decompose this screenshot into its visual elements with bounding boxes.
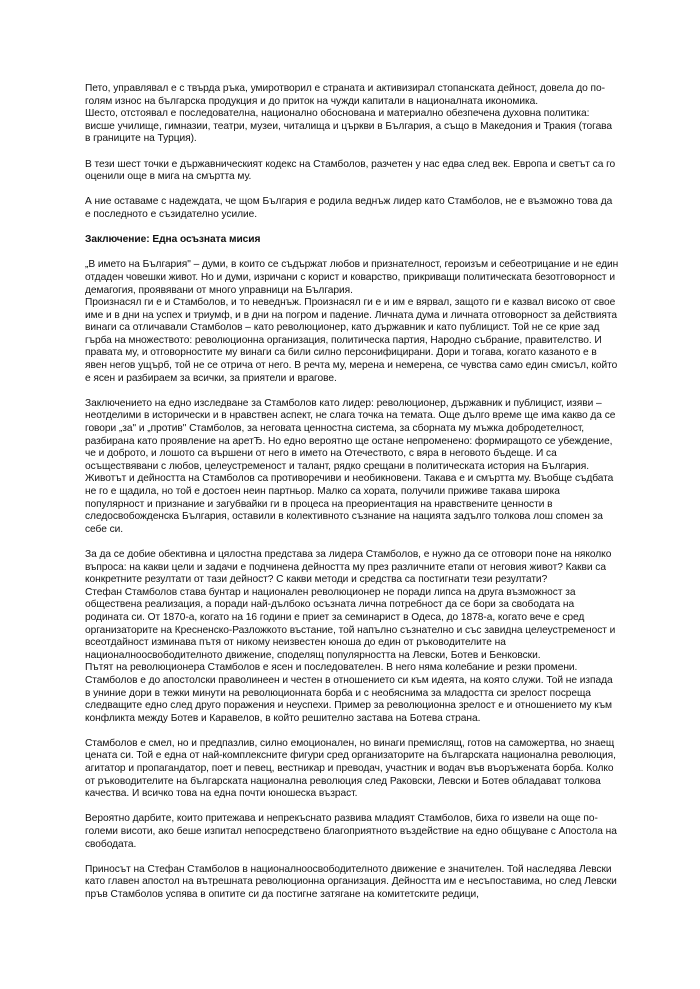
paragraph: Вероятно дарбите, които притежава и непрекъснато развива младият Стамболов, биха го извели на още по-големи висоти, ако беше изпитал непосредствено благоприятното въздействие на едно общуване с Апостола на свободата. <box>85 813 617 850</box>
paragraph-spacer <box>85 385 620 398</box>
paragraph: В тези шест точки е държавническият кодекс на Стамболов, разчетен у нас едва след век. Европа и светът са го оценили още в мига на смъртта му. <box>85 158 616 183</box>
paragraph-spacer <box>85 851 620 864</box>
paragraph: А ние оставаме с надеждата, че щом България е родила веднъж лидер като Стамболов, не е възможно това да е последното е съзидателно усилие. <box>85 196 613 220</box>
paragraph: Стефан Стамболов става бунтар и национален революционер не поради липса на друга възможност за обществена реализация, а поради най-дълбоко осъзната лична потребност да се бори за свободата на родината си. От 1870-а, когато на 16 години е приет за семинарист в Одеса, до 1878-а, когато вече е сред организаторите на Кресненско-Разложкото въстание, той напълно съзнателно и със завидна целеустременост и всеотдайност изминава пътя от никому неизвестен юноша до един от ръководителите на националноосвободителното движение, споделящ популярността на Левски, Ботев и Бенковски. <box>85 586 616 661</box>
section-heading: Заключение: Една осъзната мисия <box>85 234 261 246</box>
paragraph-spacer <box>85 222 620 235</box>
document-page <box>85 83 620 902</box>
paragraph: Произнасял ги е и Стамболов, и то неведнъж. Произнасял ги е и им е вярвал, защото ги е казвал високо от свое име и в дни на успех и триумф, и в дни на погром и падение. Личната дума и личната отговорност за действията винаги са отличавали Стамболов – като революционер, като държавник и като публицист. Той не се крие зад гърба на множеството: революционна организация, политическа партия, Народно събрание, правителство. И правата му, и отговорностите му винаги са били силно персонифицирани. Дори и тогава, когато казаното е в явен негов ущърб, той не се отрича от него. В речта му, мерена и немерена, се чувства само един смисъл, който е ясен и разбираем за всички, за приятели и врагове. <box>85 297 618 384</box>
paragraph-spacer <box>85 184 620 197</box>
paragraph-spacer <box>85 146 620 159</box>
paragraph: Шесто, отстоявал е последователна, национално обоснована и материално обезпечена духовна политика: висше училище, гимназии, театри, музеи, читалища и църкви в България, а също в Македония и Тракия (тогава в границите на Турция). <box>85 108 613 145</box>
paragraph: Пето, управлявал е с твърда ръка, умиротворил е страната и активизирал стопанската дейност, довела до по-голям износ на българска продукция и до приток на чужди капитали в националната икономика. <box>85 83 605 107</box>
paragraph-spacer <box>85 801 620 814</box>
paragraph: За да се добие обективна и цялостна представа за лидера Стамболов, е нужно да се отговори поне на няколко въпроса: на какви цели и задачи е подчинена дейността му през различните етапи от неговия живот? Какви са конкретните резултати от тази дейност? С какви методи и средства са постигнати тези резултати? <box>85 548 612 586</box>
paragraph: Пътят на революционера Стамболов е ясен и последователен. В него няма колебание и резки промени. Стамболов е до апостолски праволинеен и честен в отношението си към идеята, на която служи. Той не изпада в униние дори в тежки минути на революционната борба и с необяснима за младостта си зрелост посреща следващите едно след друго поражения и неуспехи. Пример за революционна зрелост е и отношението му към конфликта между Ботев и Каравелов, в който решително застава на Ботева страна. <box>85 662 613 724</box>
paragraph: Стамболов е смел, но и предпазлив, силно емоционален, но винаги премислящ, готов на саможертва, но знаещ цената си. Той е една от най-комплексните фигури сред организаторите на българската национална революция, агитатор и пропагандатор, поет и певец, вестникар и преводач, участник и водач във въоръжената борба. Колко от ръководителите на българската национална революция след Раковски, Левски и Ботев обладават толкова качества. И всичко това на една почти юношеска възраст. <box>85 737 616 800</box>
paragraph: Приносът на Стефан Стамболов в националноосвободителното движение е значителен. Той наследява Левски като главен апостол на вътрешната революционна организация. Дейността им е несъпоставима, но след Левски пръв Стамболов успява в опитите си да постигне затягане на комитетските редици, <box>85 863 617 900</box>
paragraph-spacer <box>85 536 620 549</box>
paragraph-spacer <box>85 247 620 260</box>
paragraph-spacer <box>85 725 620 738</box>
paragraph: „В името на България" – думи, в които се съдържат любов и признателност, героизъм и себеотрицание и не един отдаден човешки живот. Но и думи, изричани с корист и коварство, прикриващи политическата безотговорност и демагогия, проявявани от много управници на България. <box>85 259 619 296</box>
paragraph: Заключението на едно изследване за Стамболов като лидер: революционер, държавник и публицист, изяви – неотделими в исторически и в нравствен аспект, не слага точка на темата. Още дълго време ще има какво да се говори „за" и „против" Стамболов, за неговата ценностна система, за сборната му мъжка добродетелност, разбирана като проявление на аретЂ. Но едно вероятно ще остане непроменено: формиращото се убеждение, че и доброто, и лошото са вършени от него в името на Отечеството, с вяра в неговото бъдеще. И са осъществявани с любов, целеустременост и талант, рядко срещани в политическата история на България. <box>85 397 616 472</box>
paragraph: Животът и дейността на Стамболов са противоречиви и необикновени. Такава е и смъртта му. Въобще съдбата не го е щадила, но той е достоен неин партньор. Малко са хората, получили приживе такава широка популярност и признание и загубвайки ги в процеса на преориентация на нравствените ценности в следосвобожденска България, оставили в колективното съзнание на нацията задълго толкова лош спомен за себе си. <box>85 473 614 535</box>
